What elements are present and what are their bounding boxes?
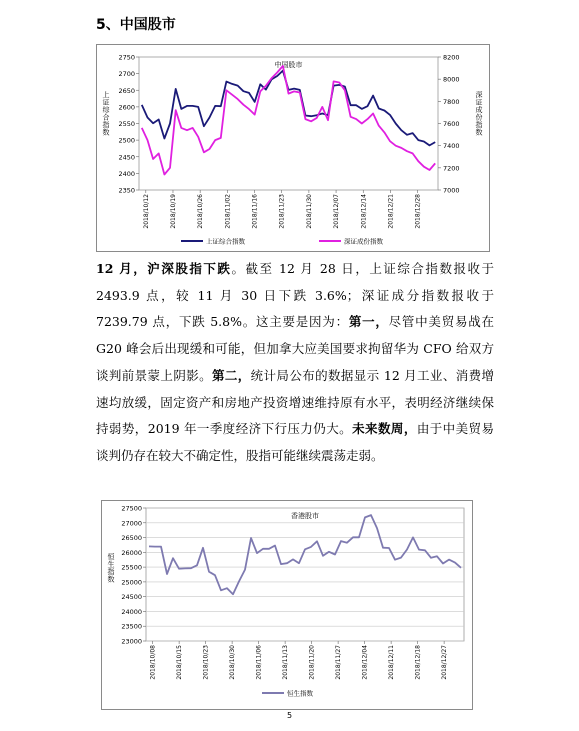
y-tick-label: 26000 — [121, 548, 142, 557]
y-tick-label: 25000 — [121, 578, 142, 587]
x-tick-label: 2018/11/20 — [308, 645, 316, 680]
x-tick-label: 2018/12/21 — [387, 194, 395, 229]
y2-tick-label: 8200 — [443, 53, 460, 62]
x-tick-label: 2018/12/18 — [414, 645, 422, 680]
paragraph-text: 统计局公布的数据显示 12 月工业、消费增速均放缓，固定资产和房地产投资增速维持原有水平，表明经济继续保持弱势，2019 年一季度经济下行压力仍大。 — [96, 367, 494, 437]
y2-tick-label: 7000 — [443, 186, 460, 195]
y-tick-label: 2450 — [118, 153, 135, 162]
x-tick-label: 2018/11/16 — [251, 194, 259, 229]
x-tick-label: 2018/10/08 — [149, 645, 157, 680]
y-tick-label: 2350 — [118, 186, 135, 195]
y-tick-label: 24000 — [121, 607, 142, 616]
x-tick-label: 2018/12/04 — [361, 645, 369, 680]
chart-title: 中国股市 — [274, 61, 303, 69]
y-tick-label: 2600 — [118, 103, 135, 112]
series-line-1 — [149, 515, 461, 594]
chart-title: 香港股市 — [291, 512, 319, 520]
lead-sentence: 12 月，沪深股指下跌 — [96, 261, 232, 276]
y-tick-label: 2650 — [118, 86, 135, 95]
y-axis-label: 恒生指数 — [107, 553, 115, 584]
series-line-2 — [142, 66, 435, 175]
paragraph-text: 由于中美贸易谈判仍存在较大不确定性，股指可能继续震荡走弱。 — [96, 421, 494, 463]
hong-kong-stock-chart — [101, 500, 473, 710]
x-tick-label: 2018/11/02 — [224, 194, 232, 229]
plot-area — [139, 57, 438, 190]
x-tick-label: 2018/12/14 — [360, 194, 368, 229]
y-tick-label: 26500 — [121, 534, 142, 543]
x-tick-label: 2018/12/28 — [414, 194, 422, 229]
x-tick-label: 2018/11/30 — [305, 194, 313, 229]
y2-tick-label: 7400 — [443, 142, 460, 151]
y2-tick-label: 7200 — [443, 164, 460, 173]
hong-kong-stock-chart-svg — [102, 501, 472, 709]
page-number: 5 — [286, 711, 293, 720]
x-tick-label: 2018/11/06 — [255, 645, 263, 680]
y-tick-label: 23500 — [121, 622, 142, 631]
y-tick-label: 2700 — [118, 70, 135, 79]
x-tick-label: 2018/10/15 — [176, 645, 184, 680]
y-tick-label: 25500 — [121, 563, 142, 572]
y-tick-label: 2500 — [118, 136, 135, 145]
paragraph-text: 。截至 12 月 28 日，上证综合指数报收于 2493.9 点，较 11 月 30 日下跌 3.6%；深证成分指数报收于 7239.79 点，下跌 5.8%。这主要是因为： — [96, 261, 494, 330]
y-tick-label: 23000 — [121, 637, 142, 646]
china-stock-chart-svg — [97, 45, 489, 251]
y-tick-label: 24500 — [121, 593, 142, 602]
commentary-paragraph — [96, 256, 494, 470]
y-tick-label: 2550 — [118, 120, 135, 128]
y-tick-label: 27500 — [121, 504, 142, 513]
reason-two-label: 第二， — [211, 367, 251, 383]
china-stock-chart — [96, 44, 490, 252]
y2-tick-label: 8000 — [443, 75, 460, 84]
outlook-label: 未来数周， — [352, 421, 417, 437]
x-tick-label: 2018/11/13 — [282, 645, 290, 680]
legend-label: 深证成份指数 — [344, 237, 383, 246]
reason-one-label: 第一， — [348, 314, 389, 330]
x-tick-label: 2018/11/27 — [335, 645, 343, 680]
series-line-1 — [142, 71, 435, 146]
y2-tick-label: 7600 — [443, 120, 460, 128]
y-tick-label: 2400 — [118, 169, 135, 178]
y2-axis-label: 深证成份指数 — [475, 91, 483, 137]
y2-tick-label: 7800 — [443, 97, 460, 106]
plot-area — [146, 508, 464, 641]
x-tick-label: 2018/10/23 — [202, 645, 210, 680]
x-tick-label: 2018/12/27 — [441, 645, 449, 680]
x-tick-label: 2018/10/12 — [142, 194, 150, 229]
legend-label: 上证综合指数 — [206, 237, 245, 246]
x-tick-label: 2018/12/07 — [333, 194, 341, 229]
x-tick-label: 2018/10/19 — [169, 194, 177, 229]
x-tick-label: 2018/10/30 — [229, 645, 237, 680]
paragraph-text: 尽管中美贸易战在 G20 峰会后出现缓和可能，但加拿大应美国要求拘留华为 CFO 给双方谈判前景蒙上阴影。 — [96, 314, 494, 383]
legend-label: 恒生指数 — [287, 689, 313, 698]
x-tick-label: 2018/11/23 — [278, 194, 286, 229]
x-tick-label: 2018/12/11 — [388, 645, 396, 680]
x-tick-label: 2018/10/26 — [197, 194, 205, 229]
y-tick-label: 27000 — [121, 519, 142, 528]
y-axis-label: 上证综合指数 — [102, 91, 110, 137]
section-heading: 5、中国股市 — [96, 17, 176, 33]
y-tick-label: 2750 — [118, 53, 135, 62]
